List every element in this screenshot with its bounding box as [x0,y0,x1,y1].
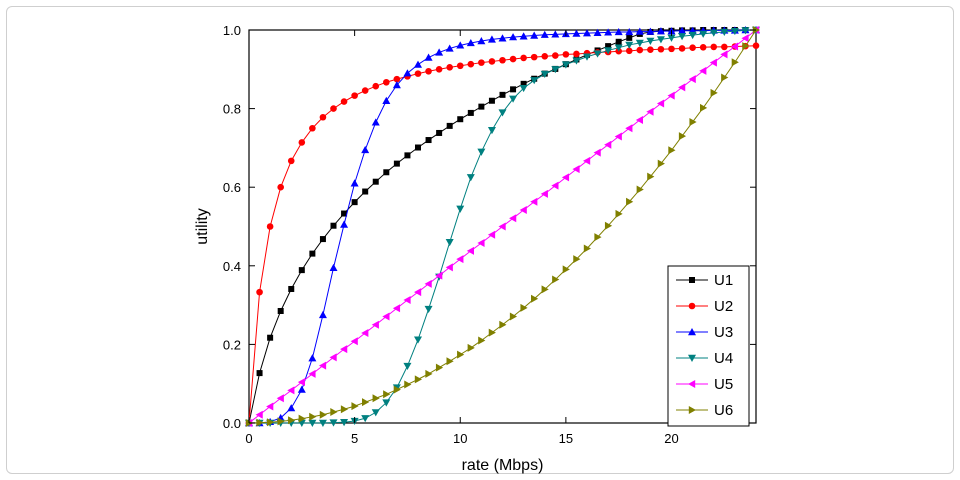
x-tick-label: 20 [664,431,679,446]
legend-label: U3 [714,324,734,341]
data-point-u1 [500,92,506,98]
data-point-u1 [510,86,516,92]
legend-box [668,266,749,426]
data-point-u6 [362,398,369,406]
data-point-u2 [383,79,390,86]
data-point-u1 [267,335,273,341]
data-point-u1 [309,251,315,257]
data-point-u1 [457,116,463,122]
legend-label: U2 [714,298,734,315]
y-tick-label: 0.0 [222,416,241,431]
data-point-u5 [668,92,675,100]
data-point-u4 [477,149,485,156]
data-point-u1 [288,286,294,292]
data-point-u2 [563,51,570,58]
legend-label: U4 [714,350,734,367]
data-point-u1 [489,98,495,104]
data-point-u4 [372,409,380,416]
data-point-u1 [278,308,284,314]
data-point-u5 [414,288,421,296]
data-point-u2 [658,46,665,53]
data-point-u4 [403,363,411,370]
legend-label: U5 [714,376,734,393]
data-point-u2 [710,44,717,51]
data-point-u6 [478,336,485,344]
x-tick-label: 5 [351,431,359,446]
data-point-u2 [330,105,337,112]
data-point-u2 [679,45,686,52]
data-point-u2 [457,62,464,69]
data-point-u2 [637,47,644,54]
data-point-u2 [425,68,432,75]
x-axis-title: rate (Mbps) [461,457,544,474]
data-point-u2 [721,44,728,51]
data-point-u1 [362,189,368,195]
data-point-u2 [341,98,348,105]
data-point-u6 [383,390,390,398]
data-point-u5 [287,386,294,394]
data-point-u1 [616,39,622,45]
data-point-u6 [689,118,696,126]
data-point-u6 [457,351,464,359]
data-point-u1 [394,161,400,167]
data-point-u1 [352,199,358,205]
data-point-u2 [446,64,453,71]
data-point-u4 [499,109,507,116]
legend [668,266,749,426]
data-point-u2 [309,125,316,132]
data-point-u6 [309,413,316,421]
y-tick-label: 0.6 [222,180,241,196]
data-point-u6 [415,375,422,383]
data-point-u2 [510,56,517,63]
data-point-u2 [288,158,295,165]
data-point-u2 [520,55,527,62]
data-point-u2 [468,61,475,68]
data-point-u3 [425,54,433,61]
legend-label: U6 [714,402,734,419]
data-point-u6 [468,344,475,352]
data-point-u2 [689,44,696,51]
data-point-u2 [277,184,284,191]
data-point-u4 [488,127,496,134]
data-point-u1 [404,152,410,158]
x-tick-label: 15 [558,431,574,446]
data-point-u6 [373,394,380,402]
data-point-u4 [446,239,454,246]
y-tick-label: 0.8 [222,101,241,117]
data-point-u2 [362,87,369,94]
data-point-u1 [257,370,263,376]
data-point-u3 [351,179,359,186]
data-point-u3 [298,386,306,393]
data-point-u6 [658,160,665,168]
data-point-u3 [382,97,390,104]
data-point-u5 [541,190,548,198]
x-tick-label: 10 [453,431,468,446]
data-point-u2 [647,46,654,53]
data-point-u6 [404,380,411,388]
data-point-u4 [467,174,475,181]
data-point-u2 [573,51,580,58]
data-point-u2 [552,52,559,59]
data-point-u6 [320,411,327,419]
y-tick-label: 0.4 [222,258,241,274]
data-point-u6 [436,364,443,372]
data-point-u1 [478,104,484,110]
data-point-u1 [373,179,379,185]
data-point-u1 [331,223,337,229]
data-point-u2 [320,114,327,121]
y-tick-label: 0.2 [222,337,241,353]
data-point-u1 [626,35,632,41]
legend-marker [689,303,696,310]
data-point-u3 [372,118,380,125]
y-tick-label: 1.0 [222,23,241,38]
data-point-u6 [679,132,686,140]
data-point-u2 [489,58,496,65]
data-point-u2 [415,70,422,77]
data-point-u2 [668,46,675,53]
data-point-u1 [468,110,474,116]
data-point-u2 [256,289,263,296]
data-point-u3 [435,48,443,55]
data-point-u2 [436,66,443,73]
data-point-u4 [425,306,433,313]
data-point-u6 [711,89,718,97]
data-point-u1 [447,123,453,129]
data-point-u1 [320,236,326,242]
data-point-u6 [341,405,348,413]
data-point-u6 [330,408,337,416]
data-point-u2 [478,59,485,66]
legend-label: U1 [714,272,734,289]
data-point-u3 [308,354,316,361]
data-point-u6 [489,329,496,337]
data-point-u2 [372,83,379,90]
x-tick-label: 0 [245,431,253,446]
data-point-u6 [700,104,707,112]
data-point-u2 [541,53,548,60]
data-point-u6 [446,357,453,365]
data-point-u2 [299,139,306,146]
data-point-u2 [531,54,538,61]
data-point-u2 [351,92,358,99]
data-point-u3 [319,311,327,318]
data-point-u6 [351,402,358,410]
data-point-u1 [299,267,305,273]
data-point-u3 [287,404,295,411]
data-point-u1 [415,145,421,151]
data-point-u3 [414,61,422,68]
data-point-u6 [425,370,432,378]
y-axis-title: utility [194,208,211,245]
data-point-u1 [383,169,389,175]
data-point-u4 [456,206,464,213]
data-point-u4 [414,336,422,343]
data-point-u1 [436,130,442,136]
data-point-u3 [330,264,338,271]
data-point-u2 [267,223,274,230]
data-point-u2 [499,57,506,64]
data-point-u2 [700,44,707,51]
legend-marker [689,277,695,283]
data-point-u6 [732,58,739,66]
data-point-u2 [753,42,760,49]
data-point-u1 [426,137,432,143]
data-point-u6 [721,74,728,82]
data-point-u6 [668,146,675,154]
data-point-u3 [361,146,369,153]
data-point-u3 [340,221,348,228]
